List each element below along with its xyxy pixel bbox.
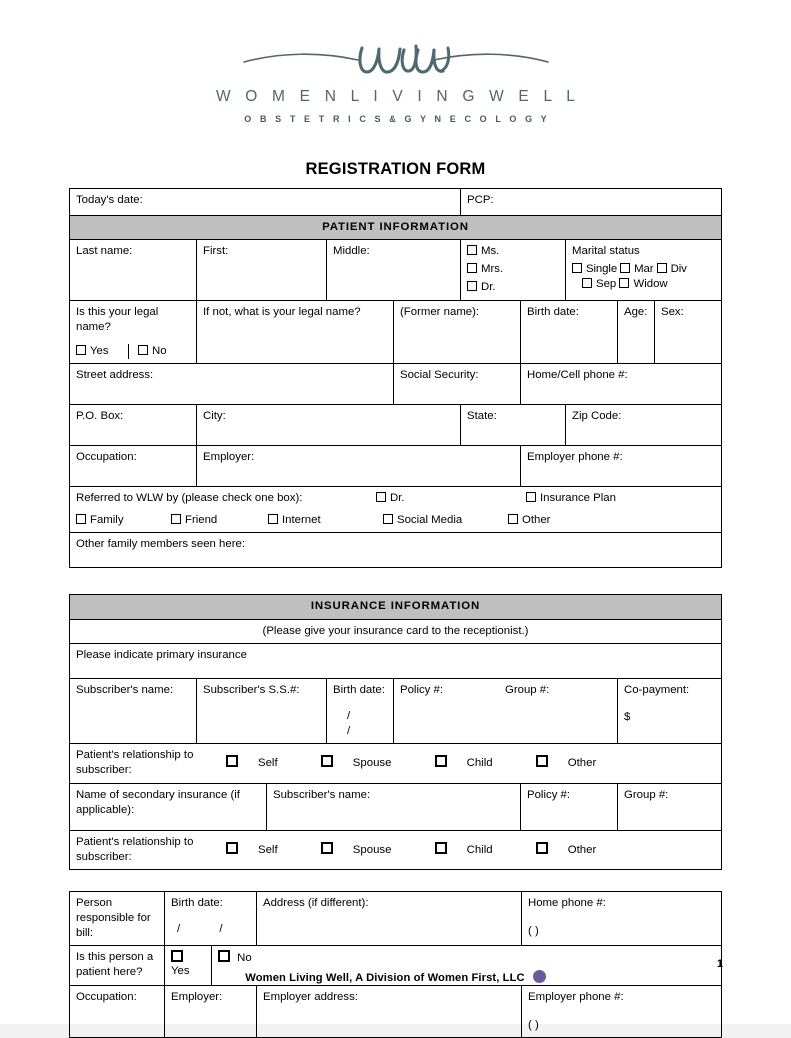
pcp-cell[interactable] — [461, 189, 722, 216]
logo-specialty: O B S T E T R I C S & G Y N E C O L O G Y — [244, 114, 550, 124]
policy-group-cell[interactable] — [393, 678, 617, 743]
is-patient-here-label: Is this person a patient here? — [75, 951, 154, 979]
checkbox-icon[interactable] — [171, 950, 183, 962]
first-name-label: First: — [202, 245, 229, 258]
employer-address-label: Employer address: — [262, 990, 358, 1003]
checkbox-icon[interactable] — [435, 842, 447, 854]
sex-label: Sex: — [661, 305, 684, 318]
insurance-card-note: (Please give your insurance card to the receptionist.) — [69, 619, 721, 643]
last-name-cell[interactable] — [69, 240, 196, 300]
checkbox-icon[interactable] — [226, 842, 238, 854]
checkbox-icon[interactable] — [321, 842, 333, 854]
insurance-birth-date-cell[interactable] — [326, 678, 393, 743]
table-row — [69, 619, 721, 643]
referred-option-family[interactable] — [76, 513, 171, 528]
responsible-birth-date-label: Birth date: — [170, 896, 223, 909]
former-name-label: (Former name): — [399, 305, 480, 318]
relationship-to-subscriber-cell-2[interactable] — [69, 830, 721, 869]
marital-widow-label: Widow — [633, 278, 668, 291]
birth-date-label: Birth date: — [527, 305, 579, 318]
secondary-group-label: Group #: — [624, 788, 669, 801]
zip-code-cell[interactable] — [566, 405, 722, 446]
wlw-script-mark-icon — [236, 38, 556, 84]
birth-date-cell[interactable] — [521, 300, 618, 363]
marital-mar-label: Mar — [634, 263, 654, 276]
checkbox-icon[interactable] — [572, 263, 582, 273]
marital-single-label: Single — [586, 263, 618, 276]
table-row — [69, 189, 721, 216]
sex-cell[interactable] — [655, 300, 722, 363]
checkbox-icon[interactable] — [536, 755, 548, 767]
table-row — [69, 487, 721, 533]
home-phone-cell[interactable] — [522, 891, 722, 945]
social-security-label: Social Security: — [399, 369, 479, 382]
street-address-label: Street address: — [75, 369, 154, 382]
table-row — [69, 891, 721, 945]
table-row — [69, 985, 721, 1037]
referred-friend-label: Friend — [184, 514, 218, 527]
middle-name-cell[interactable] — [326, 240, 460, 300]
table-row — [69, 300, 721, 363]
relationship-spouse-label: Spouse — [352, 757, 392, 770]
relationship2-option-self[interactable] — [226, 844, 298, 856]
social-security-cell[interactable] — [393, 364, 520, 405]
address-if-different-cell[interactable] — [256, 891, 521, 945]
legal-name-yes-option[interactable] — [76, 344, 129, 359]
employer-phone-cell[interactable] — [521, 446, 722, 487]
relationship2-option-child[interactable] — [435, 844, 513, 856]
footer-logo-dot-icon — [533, 970, 546, 983]
footer-text: Women Living Well, A Division of Women First, LLC — [245, 972, 525, 984]
relationship-option-other[interactable] — [536, 757, 617, 769]
home-phone-label: Home phone #: — [528, 896, 606, 909]
marital-sep-label: Sep — [596, 278, 617, 291]
marital-option-single[interactable] — [572, 263, 617, 275]
responsible-occupation-label: Occupation: — [75, 990, 137, 1003]
relationship-other-label: Other — [567, 757, 597, 770]
subscriber-name-label: Subscriber's name: — [75, 683, 174, 696]
middle-name-label: Middle: — [332, 245, 370, 258]
referred-other-label: Other — [521, 514, 551, 527]
checkbox-icon[interactable] — [138, 345, 148, 355]
age-label: Age: — [624, 305, 648, 318]
marital-option-mar[interactable] — [620, 263, 653, 275]
checkbox-icon[interactable] — [467, 281, 477, 291]
copayment-cell[interactable] — [618, 678, 722, 743]
referred-insurance-plan-label: Insurance Plan — [539, 492, 616, 505]
table-row — [69, 744, 721, 783]
responsible-party-table — [69, 891, 722, 1038]
last-name-label: Last name: — [75, 245, 133, 258]
relationship-label-2: Patient's relationship to subscriber: — [75, 835, 194, 863]
person-responsible-label: Person responsible for bill: — [75, 896, 151, 940]
relationship-self-label: Self — [257, 757, 278, 770]
checkbox-icon[interactable] — [383, 514, 393, 524]
city-label: City: — [202, 410, 226, 423]
responsible-employer-phone-label: Employer phone #: — [528, 990, 624, 1003]
occupation-label: Occupation: — [75, 451, 137, 464]
insurance-information-heading: INSURANCE INFORMATION — [69, 595, 721, 619]
marital-div-label: Div — [670, 263, 687, 276]
state-label: State: — [467, 410, 497, 423]
employer-phone-paren: ( ) — [528, 1018, 539, 1031]
checkbox-icon[interactable] — [268, 514, 278, 524]
checkbox-icon[interactable] — [226, 755, 238, 767]
po-box-label: P.O. Box: — [75, 410, 124, 423]
logo-company-name: W O M E N L I V I N G W E L L — [215, 88, 581, 105]
relationship-label: Patient's relationship to subscriber: — [75, 749, 194, 777]
clinic-logo — [0, 0, 791, 124]
age-cell[interactable] — [618, 300, 655, 363]
responsible-employer-phone-cell[interactable] — [522, 985, 722, 1037]
todays-date-label: Today's date: — [75, 194, 143, 206]
checkbox-icon[interactable] — [526, 492, 536, 502]
street-address-cell[interactable] — [69, 364, 393, 405]
checkbox-icon[interactable] — [582, 278, 592, 288]
referred-family-label: Family — [89, 514, 124, 527]
checkbox-icon[interactable] — [218, 950, 230, 962]
other-family-members-cell[interactable] — [69, 533, 721, 568]
home-cell-phone-cell[interactable] — [521, 364, 722, 405]
first-name-cell[interactable] — [196, 240, 326, 300]
marital-option-sep[interactable] — [582, 278, 616, 290]
other-family-members-label: Other family members seen here: — [75, 538, 246, 551]
group-number-label: Group #: — [504, 683, 550, 696]
table-row — [69, 446, 721, 487]
referred-dr-label: Dr. — [389, 492, 405, 505]
address-if-different-label: Address (if different): — [262, 896, 369, 909]
table-row — [69, 595, 721, 619]
checkbox-icon[interactable] — [435, 755, 447, 767]
checkbox-icon[interactable] — [76, 514, 86, 524]
table-row — [69, 830, 721, 869]
table-row — [69, 678, 721, 743]
responsible-birth-date-cell[interactable] — [164, 891, 256, 945]
spacer-cell — [69, 568, 721, 595]
referred-option-social-media[interactable] — [383, 513, 508, 528]
employer-address-cell[interactable] — [256, 985, 521, 1037]
checkbox-icon[interactable] — [321, 755, 333, 767]
checkbox-icon[interactable] — [657, 263, 667, 273]
copayment-label: Co-payment: — [624, 683, 690, 696]
subscriber-ss-label: Subscriber's S.S.#: — [202, 683, 300, 696]
title-ms-label: Ms. — [481, 245, 500, 258]
table-row — [69, 405, 721, 446]
secondary-insurance-label: Name of secondary insurance (if applicable): — [75, 788, 240, 816]
secondary-subscriber-name-cell[interactable] — [266, 783, 520, 830]
pcp-label: PCP: — [467, 194, 494, 206]
table-row — [69, 533, 721, 568]
checkbox-icon[interactable] — [376, 492, 386, 502]
home-phone-paren: ( ) — [528, 924, 539, 937]
title-dr-label: Dr. — [481, 281, 496, 294]
relationship-child-label: Child — [466, 757, 493, 770]
employer-phone-label: Employer phone #: — [527, 451, 623, 464]
table-row — [69, 643, 721, 678]
home-cell-phone-label: Home/Cell phone #: — [527, 369, 628, 382]
person-responsible-cell[interactable] — [69, 891, 164, 945]
referred-option-dr[interactable] — [376, 491, 526, 506]
relationship-option-child[interactable] — [435, 757, 513, 769]
relationship2-self-label: Self — [257, 843, 278, 856]
referred-label: Referred to WLW by (please check one box): — [75, 492, 303, 505]
checkbox-icon[interactable] — [508, 514, 518, 524]
relationship-to-subscriber-cell[interactable] — [69, 744, 721, 783]
insurance-birth-date-slashes: / / — [346, 709, 369, 738]
marital-status-label: Marital status — [572, 245, 640, 258]
referred-option-insurance-plan[interactable] — [526, 491, 716, 506]
primary-insurance-cell[interactable] — [69, 643, 721, 678]
referral-cell[interactable] — [69, 487, 721, 533]
checkbox-icon[interactable] — [620, 263, 630, 273]
relationship2-option-other[interactable] — [536, 844, 617, 856]
occupation-cell[interactable] — [69, 446, 196, 487]
checkbox-icon[interactable] — [467, 245, 477, 255]
title-prefix-cell[interactable] — [461, 240, 566, 300]
marital-option-div[interactable] — [657, 263, 687, 275]
checkbox-icon[interactable] — [619, 278, 629, 288]
if-not-legal-name-label: If not, what is your legal name? — [202, 305, 361, 318]
relationship-option-spouse[interactable] — [321, 757, 412, 769]
checkbox-icon[interactable] — [171, 514, 181, 524]
responsible-employer-label: Employer: — [170, 990, 223, 1003]
zip-code-label: Zip Code: — [572, 410, 622, 423]
legal-name-no-label: No — [151, 344, 167, 357]
referred-social-media-label: Social Media — [396, 514, 463, 527]
legal-name-no-option[interactable] — [128, 344, 191, 359]
secondary-group-cell[interactable] — [618, 783, 722, 830]
secondary-insurance-cell[interactable] — [69, 783, 266, 830]
po-box-cell[interactable] — [69, 405, 196, 446]
legal-name-yes-label: Yes — [89, 344, 109, 357]
spacer-row — [69, 568, 721, 595]
employer-label: Employer: — [202, 451, 255, 464]
relationship2-spouse-label: Spouse — [352, 843, 392, 856]
page-title: REGISTRATION FORM — [305, 160, 486, 178]
referred-option-other[interactable] — [508, 513, 716, 528]
if-not-legal-name-cell[interactable] — [196, 300, 393, 363]
copayment-amount: $ — [624, 710, 631, 723]
checkbox-icon[interactable] — [536, 842, 548, 854]
legal-name-question-cell[interactable] — [69, 300, 196, 363]
is-patient-yes-label: Yes — [170, 965, 190, 978]
marital-option-widow[interactable] — [619, 278, 667, 290]
patient-insurance-table — [69, 188, 722, 870]
former-name-cell[interactable] — [393, 300, 520, 363]
responsible-employer-cell[interactable] — [164, 985, 256, 1037]
is-patient-no-label: No — [237, 952, 252, 965]
legal-name-question-label: Is this your legal name? — [75, 305, 159, 333]
responsible-birth-date-slashes: / / — [176, 922, 241, 935]
page-number: 1 — [716, 958, 723, 970]
marital-status-cell[interactable] — [566, 240, 722, 300]
primary-insurance-label: Please indicate primary insurance — [75, 648, 247, 661]
responsible-occupation-cell[interactable] — [69, 985, 164, 1037]
relationship2-child-label: Child — [466, 843, 493, 856]
city-cell[interactable] — [196, 405, 460, 446]
table-row — [69, 364, 721, 405]
secondary-subscriber-name-label: Subscriber's name: — [272, 788, 371, 801]
state-cell[interactable] — [461, 405, 566, 446]
subscriber-name-cell[interactable] — [69, 678, 196, 743]
title-mrs-label: Mrs. — [481, 263, 504, 276]
secondary-policy-label: Policy #: — [527, 788, 571, 801]
referred-option-friend[interactable] — [171, 513, 268, 528]
checkbox-icon[interactable] — [467, 263, 477, 273]
relationship2-other-label: Other — [567, 843, 597, 856]
title-option-mrs[interactable] — [467, 262, 560, 277]
todays-date-cell[interactable] — [69, 189, 460, 216]
table-row — [69, 783, 721, 830]
secondary-policy-cell[interactable] — [521, 783, 618, 830]
patient-information-heading: PATIENT INFORMATION — [69, 216, 721, 240]
title-option-dr[interactable] — [467, 280, 560, 295]
table-row — [69, 216, 721, 240]
insurance-birth-date-label: Birth date: — [332, 683, 385, 696]
policy-number-label: Policy #: — [399, 683, 444, 696]
subscriber-ss-cell[interactable] — [196, 678, 326, 743]
referred-internet-label: Internet — [281, 514, 321, 527]
relationship-option-self[interactable] — [226, 757, 298, 769]
referred-option-internet[interactable] — [268, 513, 383, 528]
relationship2-option-spouse[interactable] — [321, 844, 412, 856]
checkbox-icon[interactable] — [76, 345, 86, 355]
employer-cell[interactable] — [196, 446, 520, 487]
title-option-ms[interactable] — [467, 244, 560, 259]
table-row — [69, 240, 721, 300]
